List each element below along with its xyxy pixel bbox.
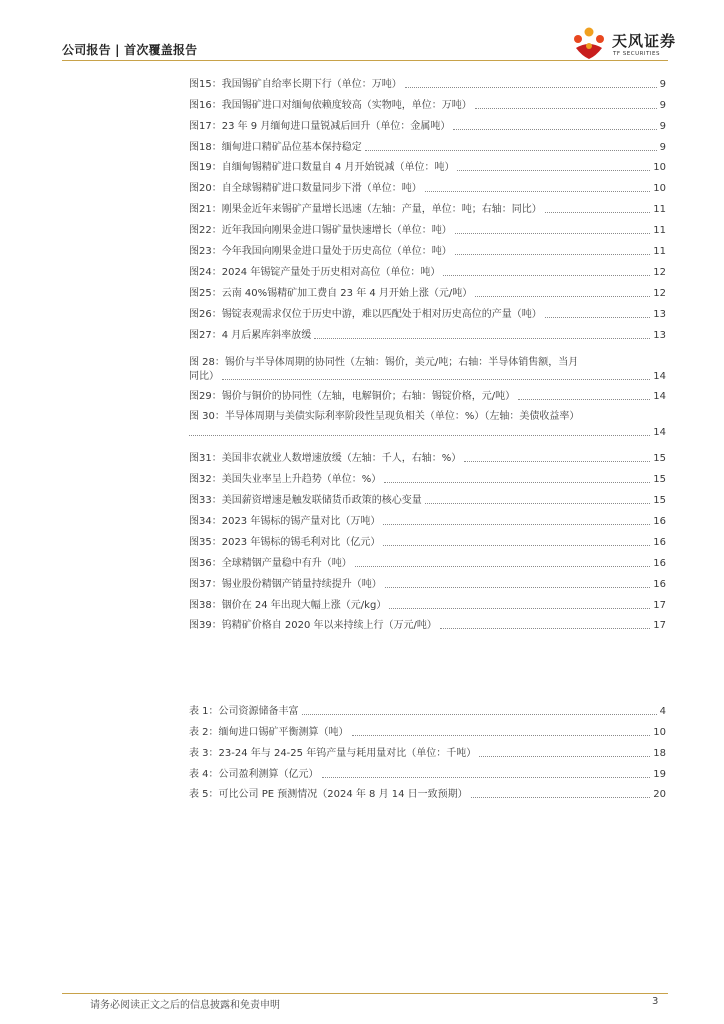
toc-entry-page: 9: [659, 120, 666, 132]
toc-entry-title: 图21：刚果金近年来锡矿产量增长迅速（左轴：产量，单位：吨；右轴：同比）: [189, 204, 542, 216]
toc-entry-fig20[interactable]: [189, 174, 666, 195]
toc-entry-fig21[interactable]: [189, 195, 666, 216]
toc-entry-page: 11: [653, 204, 666, 216]
footer-divider: [62, 993, 668, 994]
dot-leader: [479, 756, 650, 757]
toc-entry-table2[interactable]: [189, 718, 666, 739]
toc-entry-title: 图24：2024 年锡锭产量处于历史相对高位（单位：吨）: [189, 266, 441, 278]
dot-leader: [455, 254, 651, 255]
toc-entry-title: 图 28：锡价与半导体周期的协同性（左轴：锡价，美元/吨；右轴：半导体销售额，当月: [189, 356, 579, 368]
toc-entry-fig36[interactable]: [189, 549, 666, 570]
report-type-header: 公司报告 | 首次覆盖报告: [62, 43, 198, 57]
toc-entry-page: 9: [659, 141, 666, 153]
dot-leader: [384, 482, 650, 483]
dot-leader: [302, 714, 657, 715]
toc-entry-title-cont: 同比）: [189, 370, 219, 382]
toc-entry-title: 图31：美国非农就业人数增速放缓（左轴：千人，右轴：%）: [189, 453, 462, 465]
toc-entry-page: 9: [659, 78, 666, 90]
page-number: 3: [652, 996, 659, 1007]
toc-entry-title: 图34：2023 年锡标的锡产量对比（万吨）: [189, 516, 381, 528]
dot-leader: [365, 150, 657, 151]
toc-entry-page: 17: [653, 620, 666, 632]
toc-entry-page: 15: [653, 453, 666, 465]
toc-entry-fig27[interactable]: [189, 321, 666, 342]
toc-entry-page: 16: [653, 516, 666, 528]
toc-entry-page: 15: [653, 474, 666, 486]
toc-entry-fig17[interactable]: [189, 112, 666, 133]
toc-entry-fig34[interactable]: [189, 507, 666, 528]
toc-entry-page: 9: [659, 99, 666, 111]
toc-entry-title: 图17：23 年 9 月缅甸进口量锐减后回升（单位：金属吨）: [189, 120, 451, 132]
header-divider: [62, 60, 668, 61]
toc-entry-page: 11: [653, 225, 666, 237]
toc-entry-fig37[interactable]: [189, 570, 666, 591]
dot-leader: [475, 296, 650, 297]
toc-entry-page: 14: [653, 427, 666, 439]
toc-entry-title: 图27：4 月后累库斜率放缓: [189, 329, 312, 341]
toc-entry-page: 13: [653, 308, 666, 320]
toc-entry-title: 图26：锡锭表观需求仅位于历史中游，难以匹配处于相对历史高位的产量（吨）: [189, 308, 542, 320]
toc-entry-fig32[interactable]: [189, 465, 666, 486]
toc-entry-title: 图32：美国失业率呈上升趋势（单位：%）: [189, 474, 382, 486]
dot-leader: [453, 129, 656, 130]
toc-entry-page: 12: [653, 266, 666, 278]
toc-entry-fig33[interactable]: [189, 486, 666, 507]
toc-entry-fig39[interactable]: [189, 612, 666, 633]
toc-entry-page: 14: [653, 370, 666, 382]
toc-entry-page: 10: [653, 162, 666, 174]
table-index: [189, 697, 666, 801]
dot-leader: [385, 587, 651, 588]
toc-entry-fig15[interactable]: [189, 70, 666, 91]
dot-leader: [189, 435, 650, 436]
toc-entry-fig28[interactable]: [189, 342, 666, 383]
toc-entry-page: 10: [653, 183, 666, 195]
dot-leader: [222, 379, 650, 380]
logo-chinese-name: 天风证券: [612, 32, 677, 50]
dot-leader: [405, 87, 657, 88]
dot-leader: [443, 275, 650, 276]
toc-entry-title: 表 1：公司资源储备丰富: [189, 705, 299, 717]
toc-entry-page: 18: [653, 747, 666, 759]
toc-entry-title: 图20：自全球锡精矿进口数量同步下滑（单位：吨）: [189, 183, 422, 195]
toc-entry-title: 图18：缅甸进口精矿品位基本保持稳定: [189, 141, 362, 153]
disclaimer-note: 请务必阅读正文之后的信息披露和免责申明: [90, 1000, 280, 1011]
dot-leader: [425, 503, 651, 504]
toc-entry-page: 16: [653, 578, 666, 590]
dot-leader: [471, 797, 651, 798]
toc-entry-page: 16: [653, 557, 666, 569]
toc-entry-fig29[interactable]: [189, 383, 666, 404]
dot-leader: [440, 628, 650, 629]
toc-entry-title: 表 3：23-24 年与 24-25 年钨产量与耗用量对比（单位：千吨）: [189, 747, 477, 759]
dot-leader: [545, 212, 651, 213]
toc-entry-page: 20: [653, 789, 666, 801]
toc-entry-title: 图36：全球精铟产量稳中有升（吨）: [189, 557, 352, 569]
toc-entry-fig16[interactable]: [189, 91, 666, 112]
toc-entry-page: 10: [653, 726, 666, 738]
dot-leader: [355, 566, 651, 567]
toc-entry-page: 14: [653, 391, 666, 403]
toc-entry-title: 图22：近年我国向刚果金进口锡矿量快速增长（单位：吨）: [189, 225, 452, 237]
dot-leader: [314, 338, 650, 339]
toc-entry-title: 图38：铟价在 24 年出现大幅上涨（元/kg）: [189, 599, 387, 611]
company-logo: [570, 26, 680, 62]
toc-entry-title: 表 2：缅甸进口锡矿平衡测算（吨）: [189, 726, 349, 738]
toc-entry-fig31[interactable]: [189, 444, 666, 465]
dot-leader: [475, 108, 657, 109]
dot-leader: [383, 524, 650, 525]
dot-leader: [425, 191, 651, 192]
toc-entry-title: 图29：锡价与铜价的协同性（左轴，电解铜价；右轴：锡锭价格，元/吨）: [189, 391, 516, 403]
toc-entry-fig30[interactable]: [189, 403, 666, 444]
logo-english-name: TF SECURITIES: [613, 51, 660, 57]
toc-entry-title: 图16：我国锡矿进口对缅甸依赖度较高（实物吨，单位：万吨）: [189, 99, 472, 111]
toc-entry-fig35[interactable]: [189, 528, 666, 549]
toc-entry-fig38[interactable]: [189, 591, 666, 612]
toc-entry-title: 图19：自缅甸锡精矿进口数量自 4 月开始锐减（单位：吨）: [189, 162, 455, 174]
toc-entry-title: 图35：2023 年锡标的锡毛利对比（亿元）: [189, 536, 381, 548]
dot-leader: [383, 545, 650, 546]
dot-leader: [322, 777, 651, 778]
dot-leader: [518, 399, 650, 400]
dot-leader: [389, 608, 650, 609]
toc-entry-page: 16: [653, 536, 666, 548]
toc-entry-page: 4: [659, 705, 666, 717]
toc-entry-fig25[interactable]: [189, 279, 666, 300]
toc-entry-page: 15: [653, 495, 666, 507]
toc-entry-title: 表 5：可比公司 PE 预测情况（2024 年 8 月 14 日一致预期）: [189, 789, 468, 801]
toc-entry-page: 11: [653, 246, 666, 258]
toc-entry-table4[interactable]: [189, 760, 666, 781]
figure-index: [189, 70, 666, 632]
toc-entry-page: 12: [653, 287, 666, 299]
tf-logo-icon: [570, 26, 608, 62]
toc-entry-page: 17: [653, 599, 666, 611]
toc-entry-title: 图37：锡业股份精铟产销量持续提升（吨）: [189, 578, 382, 590]
dot-leader: [545, 317, 651, 318]
dot-leader: [464, 461, 650, 462]
toc-entry-fig22[interactable]: [189, 216, 666, 237]
toc-entry-title: 图23：今年我国向刚果金进口量处于历史高位（单位：吨）: [189, 246, 452, 258]
toc-entry-page: 13: [653, 329, 666, 341]
toc-entry-title: 图39：钨精矿价格自 2020 年以来持续上行（万元/吨）: [189, 620, 437, 632]
toc-entry-fig18[interactable]: [189, 133, 666, 154]
dot-leader: [455, 233, 651, 234]
toc-entry-title: 表 4：公司盈利测算（亿元）: [189, 768, 319, 780]
toc-entry-title: 图33：美国薪资增速是触发联储货币政策的核心变量: [189, 495, 422, 507]
toc-entry-fig23[interactable]: [189, 237, 666, 258]
toc-entry-title: 图25：云南 40%锡精矿加工费自 23 年 4 月开始上涨（元/吨）: [189, 287, 473, 299]
toc-entry-fig24[interactable]: [189, 258, 666, 279]
toc-entry-title: 图 30：半导体周期与美债实际利率阶段性呈现负相关（单位：%）（左轴：美债收益率）: [189, 411, 580, 423]
toc-entry-table5[interactable]: [189, 781, 666, 802]
toc-entry-fig26[interactable]: [189, 300, 666, 321]
toc-entry-fig19[interactable]: [189, 154, 666, 175]
toc-entry-title: 图15：我国锡矿自给率长期下行（单位：万吨）: [189, 78, 402, 90]
toc-entry-table1[interactable]: [189, 697, 666, 718]
toc-entry-table3[interactable]: [189, 739, 666, 760]
dot-leader: [457, 170, 650, 171]
dot-leader: [352, 735, 651, 736]
toc-entry-page: 19: [653, 768, 666, 780]
